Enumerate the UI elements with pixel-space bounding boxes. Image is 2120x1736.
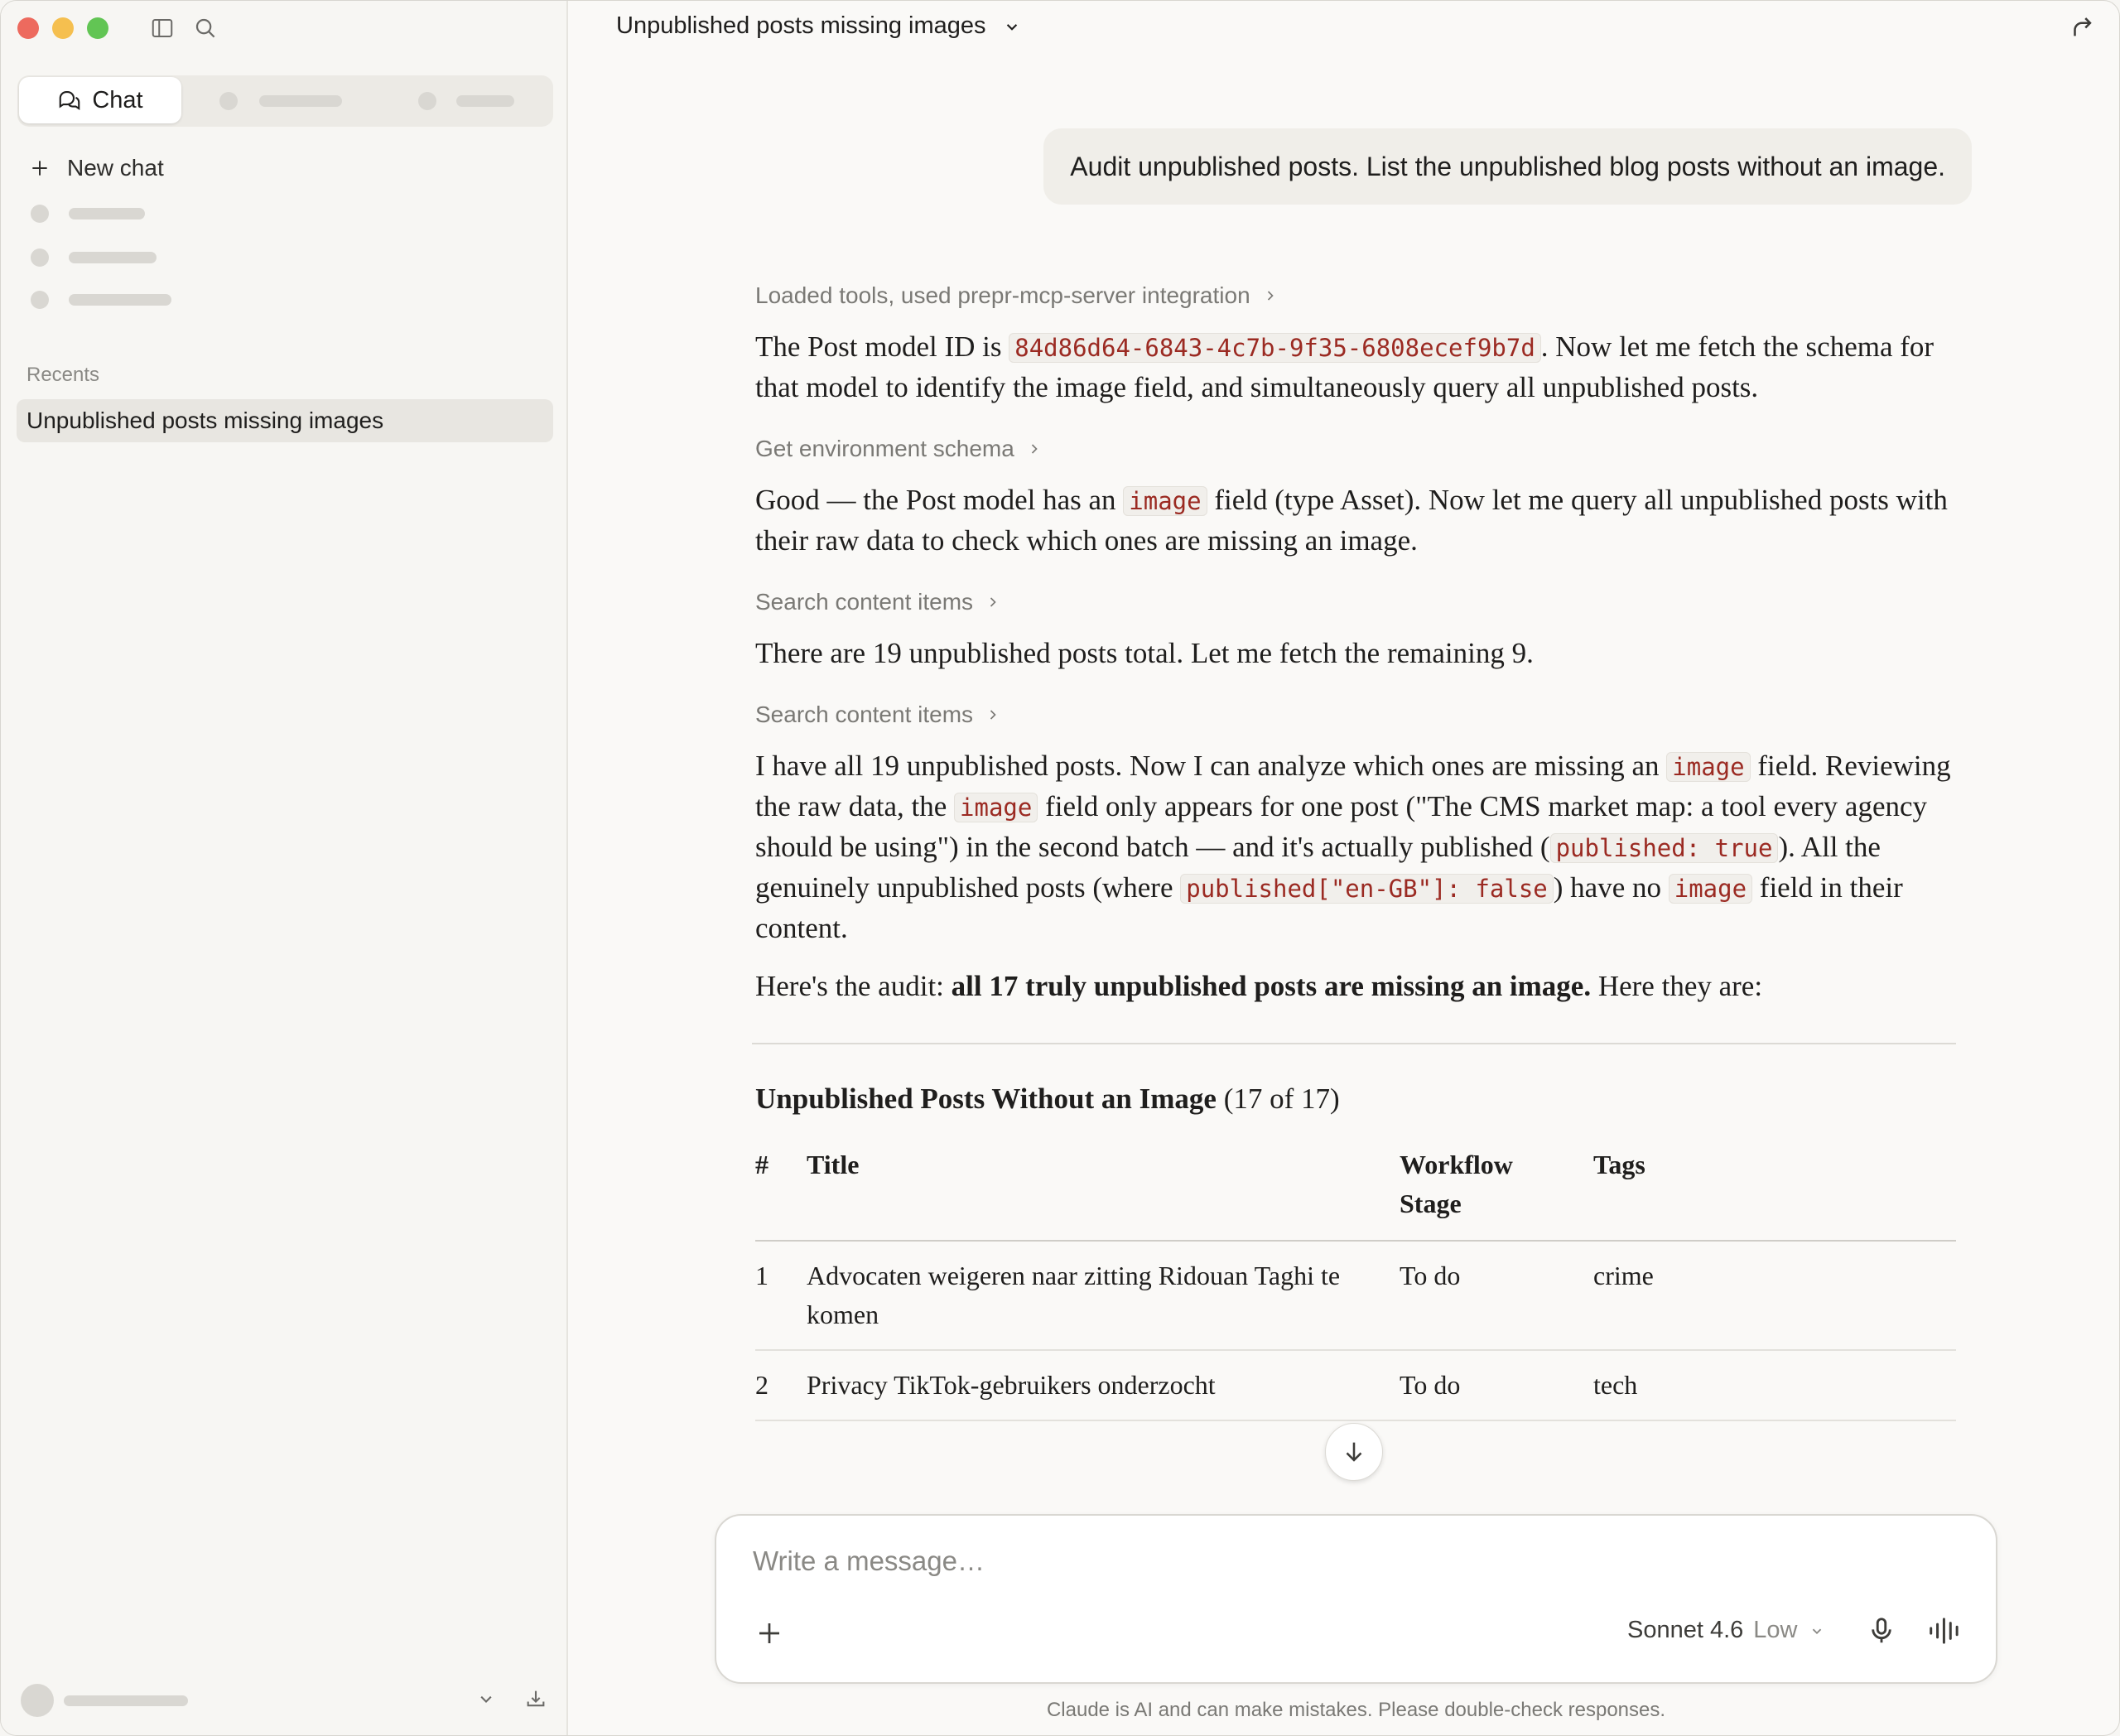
table-cell: 2 (755, 1370, 768, 1400)
avatar[interactable] (21, 1684, 54, 1717)
nav-placeholder-icon[interactable] (31, 205, 49, 223)
message-composer (715, 1514, 1997, 1684)
text-run: field only appears for one post ("The CMS market map: a tool every agency should be using") in the second batch — and it's actually published ( (755, 790, 1928, 863)
nav-placeholder-icon[interactable] (31, 248, 49, 267)
posts-table (755, 1137, 1956, 1421)
chevron-right-icon (1026, 441, 1043, 457)
assistant-paragraph (755, 327, 1973, 407)
nav-placeholder[interactable] (69, 208, 145, 219)
tool-call-summary[interactable] (755, 589, 1973, 615)
user-message: Audit unpublished posts. List the unpublished blog posts without an image. (1043, 128, 1972, 205)
plus-icon[interactable] (754, 1618, 784, 1648)
scroll-to-bottom-button[interactable] (1325, 1423, 1383, 1481)
disclaimer: Claude is AI and can make mistakes. Please double-check responses. (1046, 1699, 1666, 1721)
tool-call-label: Loaded tools, used prepr-mcp-server integration (755, 282, 1250, 308)
table-heading-count: (17 of 17) (1216, 1083, 1340, 1115)
tool-call-label: Get environment schema (755, 436, 1014, 461)
chevron-down-icon (1808, 1622, 1826, 1640)
nav-placeholder[interactable] (69, 294, 171, 306)
text-run: field. Reviewing the raw data, the (755, 750, 1951, 822)
inline-code: image (1123, 486, 1207, 516)
assistant-paragraph: There are 19 unpublished posts total. Let me fetch the remaining 9. (755, 637, 1534, 669)
table-cell: Advocaten weigeren naar zitting Ridouan Taghi te komen (807, 1261, 1341, 1329)
voice-waveform-icon[interactable] (1927, 1615, 1963, 1647)
mode-tab-placeholder-icon[interactable] (219, 92, 238, 110)
text-run: field (type Asset). Now let me query all unpublished posts with their raw data to check which ones are missing an image. (755, 484, 1948, 557)
column-header: Workflow Stage (1400, 1150, 1513, 1218)
new-chat-label: New chat (67, 155, 164, 181)
table-cell: To do (1400, 1370, 1461, 1400)
text-run: I have all 19 unpublished posts. Now I can analyze which ones are missing an (755, 750, 1667, 782)
table-cell: To do (1400, 1261, 1461, 1290)
table-row (755, 1350, 1956, 1420)
account-placeholder[interactable] (64, 1695, 188, 1706)
text-run: field in their content. (755, 871, 1903, 944)
tool-call-label: Search content items (755, 589, 974, 615)
mode-tab-placeholder[interactable] (259, 95, 342, 107)
sidebar-toggle-icon[interactable] (150, 16, 175, 41)
new-chat-button[interactable] (29, 155, 164, 181)
divider (752, 1043, 1956, 1044)
arrow-down-icon (1340, 1438, 1368, 1466)
minimize-window-button[interactable] (52, 17, 74, 39)
table-header-row (755, 1137, 1956, 1241)
chevron-right-icon (985, 706, 1001, 723)
recent-item[interactable]: Unpublished posts missing images (17, 399, 553, 442)
search-icon[interactable] (193, 16, 218, 41)
maximize-window-button[interactable] (87, 17, 108, 39)
sidebar-footer (21, 1684, 551, 1717)
table-cell: Privacy TikTok-gebruikers onderzocht (807, 1370, 1216, 1400)
text-run: Here they are: (1591, 970, 1763, 1002)
tool-call-summary[interactable] (755, 436, 1973, 462)
chevron-right-icon (985, 594, 1001, 610)
table-cell: tech (1593, 1370, 1638, 1400)
mode-switch (17, 75, 553, 127)
text-run: ) have no (1553, 871, 1669, 904)
message-input[interactable] (751, 1537, 1914, 1585)
mode-tab-chat[interactable] (19, 77, 181, 123)
chat-bubbles-icon (57, 88, 82, 113)
tool-call-summary[interactable] (755, 702, 1973, 728)
sidebar-top-icons (150, 16, 218, 41)
assistant-paragraph (755, 746, 1973, 948)
text-run: Here's the audit: (755, 970, 952, 1002)
footer-icons (475, 1687, 547, 1710)
table-row (755, 1241, 1956, 1350)
table-cell: crime (1593, 1261, 1654, 1290)
model-name: Sonnet 4.6 (1627, 1617, 1744, 1643)
inline-code: published["en-GB"]: false (1180, 874, 1554, 904)
inline-code: 84d86d64-6843-4c7b-9f35-6808ecef9b7d (1009, 333, 1541, 363)
inline-code: image (1666, 752, 1750, 782)
tool-call-summary[interactable] (755, 282, 1973, 309)
nav-placeholder-icon[interactable] (31, 291, 49, 309)
close-window-button[interactable] (17, 17, 39, 39)
tool-call-label: Search content items (755, 702, 974, 727)
mic-icon[interactable] (1866, 1615, 1897, 1647)
plus-icon (29, 157, 51, 179)
column-header: Title (807, 1150, 860, 1179)
inline-code: image (954, 793, 1038, 822)
conversation-title-button[interactable] (616, 12, 1023, 40)
model-selector[interactable] (1627, 1617, 1826, 1644)
share-icon[interactable] (2068, 12, 2096, 41)
sidebar (1, 1, 568, 1735)
text-run: . Now let me fetch the schema for that model to identify the image field, and simultaneously query all unpublished posts. (755, 330, 1934, 403)
assistant-message (755, 282, 1973, 1421)
bold-text: all 17 truly unpublished posts are missing an image. (951, 970, 1592, 1002)
mode-tab-chat-label: Chat (92, 86, 143, 113)
chevron-down-icon[interactable] (475, 1687, 498, 1710)
effort-level: Low (1753, 1617, 1798, 1643)
conversation-title: Unpublished posts missing images (616, 12, 986, 39)
scroll-fade (568, 1492, 2119, 1508)
inline-code: image (1669, 874, 1752, 904)
inline-code: published: true (1550, 833, 1779, 863)
table-heading (755, 1083, 1973, 1116)
assistant-paragraph (755, 480, 1973, 561)
assistant-paragraph (755, 967, 1973, 1006)
mode-tab-placeholder[interactable] (456, 95, 514, 107)
mode-tab-placeholder-icon[interactable] (418, 92, 436, 110)
chevron-right-icon (1262, 287, 1279, 304)
recents-heading: Recents (26, 364, 100, 386)
nav-placeholder[interactable] (69, 252, 157, 263)
table-heading-title: Unpublished Posts Without an Image (755, 1083, 1217, 1115)
download-icon[interactable] (524, 1687, 547, 1710)
text-run: Good — the Post model has an (755, 484, 1124, 516)
column-header: Tags (1593, 1150, 1645, 1179)
text-run: The Post model ID is (755, 330, 1009, 363)
column-header: # (755, 1150, 768, 1179)
table-cell: 1 (755, 1261, 768, 1290)
text-run: ). All the genuinely unpublished posts (where (755, 831, 1881, 904)
window-controls (17, 17, 108, 39)
chevron-down-icon (1001, 16, 1023, 37)
